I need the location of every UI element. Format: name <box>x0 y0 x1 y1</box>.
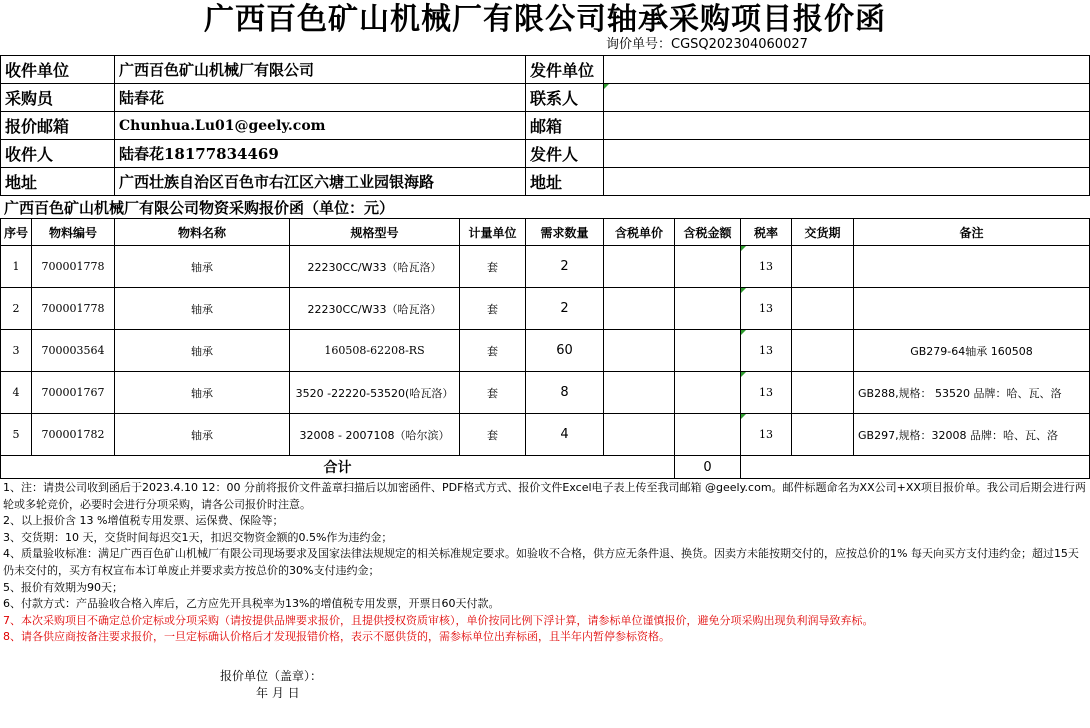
row-spec: 22230CC/W33（哈瓦洛） <box>307 260 442 274</box>
col-header-code: 物料编号 <box>48 225 97 240</box>
section-title: 广西百色矿山机械厂有限公司物资采购报价函（单位：元） <box>4 198 395 217</box>
row-price-input[interactable] <box>604 330 674 371</box>
col-header-note: 备注 <box>959 225 984 240</box>
mailbox-label: 邮箱 <box>530 117 563 136</box>
buyer-label: 采购员 <box>5 89 54 108</box>
col-header-no: 序号 <box>3 225 28 240</box>
row-tax: 13 <box>759 260 773 273</box>
row-delivery-input[interactable] <box>792 414 853 455</box>
row-amount[interactable] <box>675 288 740 329</box>
row-spec: 160508-62208-RS <box>324 344 425 357</box>
row-delivery-input[interactable] <box>792 288 853 329</box>
col-header-spec: 规格型号 <box>350 225 399 240</box>
row-tax: 13 <box>759 302 773 315</box>
row-tax: 13 <box>759 386 773 399</box>
recipient-value: 陆春花18177834469 <box>119 145 279 163</box>
contact-label: 联系人 <box>530 89 579 108</box>
mailbox-input[interactable] <box>604 112 1089 139</box>
row-note: GB288,规格： 53520 品牌：哈、瓦、洛 <box>858 386 1062 400</box>
row-code: 700001782 <box>41 428 105 441</box>
col-header-delivery: 交货期 <box>804 225 841 240</box>
col-header-name: 物料名称 <box>177 225 226 240</box>
terms-notes <box>3 480 1087 646</box>
row-name: 轴承 <box>191 428 213 442</box>
row-code: 700001767 <box>41 386 105 399</box>
row-spec: 32008 - 2007108（哈尔滨） <box>299 428 450 442</box>
row-delivery-input[interactable] <box>792 330 853 371</box>
row-unit: 套 <box>487 386 498 400</box>
note-item: 4、质量验收标准：满足广西百色矿山机械厂有限公司现场要求及国家法律法规规定的相关标准规定要求。如验收不合格，供方应无条件退、换货。因卖方未能按期交付的，应按总价的1% 每天向买方支付违约金；超过15天仍未交付的，买方有权宣布本订单废止并要求卖方按总价的30%支付违约金； <box>3 547 1079 577</box>
row-qty: 8 <box>560 385 569 400</box>
row-price-input[interactable] <box>604 288 674 329</box>
row-code: 700003564 <box>41 344 105 357</box>
sender-unit-input[interactable] <box>604 56 1089 83</box>
col-header-qty: 需求数量 <box>540 225 589 240</box>
note-item: 6、付款方式：产品验收合格入库后，乙方应先开具税率为13%的增值税专用发票，开票日60天付款。 <box>3 597 500 611</box>
row-delivery-input[interactable] <box>792 372 853 413</box>
receiver-unit-value: 广西百色矿山机械厂有限公司 <box>119 61 315 79</box>
note-item: 1、注：请贵公司收到函后于2023.4.10 12：00 分前将报价文件盖章扫描后以加密函件、PDF格式方式、报价文件Excel电子表上传至我司邮箱 @geely.com。邮件标题命名为XX公司+XX项目报价单。我公司后期会进行两轮或多轮竞价，必要时会进行分项采购，请各公司报价时注意。 <box>3 481 1086 511</box>
col-header-amount: 含税金额 <box>683 225 732 240</box>
row-no: 1 <box>12 260 20 273</box>
row-name: 轴承 <box>191 302 213 316</box>
row-unit: 套 <box>487 344 498 358</box>
row-name: 轴承 <box>191 260 213 274</box>
row-tax: 13 <box>759 344 773 357</box>
row-tax: 13 <box>759 428 773 441</box>
sender-input[interactable] <box>604 140 1089 167</box>
col-header-tax: 税率 <box>753 225 778 240</box>
row-amount[interactable] <box>675 330 740 371</box>
row-no: 2 <box>12 302 20 315</box>
row-price-input[interactable] <box>604 246 674 287</box>
address-label: 地址 <box>5 173 38 192</box>
row-price-input[interactable] <box>604 414 674 455</box>
address-value: 广西壮族自治区百色市右江区六塘工业园银海路 <box>119 173 435 191</box>
row-unit: 套 <box>487 428 498 442</box>
row-qty: 4 <box>560 427 569 442</box>
signature-unit-label: 报价单位（盖章）： <box>220 669 323 683</box>
row-unit: 套 <box>487 302 498 316</box>
note-item: 2、以上报价含 13 %增值税专用发票、运保费、保险等； <box>3 514 284 528</box>
contact-input[interactable] <box>604 84 1089 111</box>
sender-address-label: 地址 <box>530 173 563 192</box>
row-spec: 22230CC/W33（哈瓦洛） <box>307 302 442 316</box>
row-spec: 3520 -22220-53520(哈瓦洛） <box>295 386 454 400</box>
signature-date-label: 年 月 日 <box>256 686 300 700</box>
row-name: 轴承 <box>191 386 213 400</box>
receiver-unit-label: 收件单位 <box>5 61 70 80</box>
row-amount[interactable] <box>675 414 740 455</box>
total-value: 0 <box>703 459 712 475</box>
row-no: 3 <box>12 344 20 357</box>
row-no: 5 <box>12 428 20 441</box>
row-price-input[interactable] <box>604 372 674 413</box>
note-item-warning: 7、本次采购项目不确定总价定标或分项采购（请按提供品牌要求报价，且提供授权资质审核），单价按同比例下浮计算，请参标单位谨慎报价，避免分项采购出现负利润导致弃标。 <box>3 613 874 627</box>
sender-label: 发件人 <box>530 145 579 164</box>
row-unit: 套 <box>487 260 498 274</box>
page-title: 广西百色矿山机械厂有限公司轴承采购项目报价函 <box>204 2 886 37</box>
total-label: 合计 <box>323 460 352 476</box>
row-amount[interactable] <box>675 246 740 287</box>
row-qty: 60 <box>556 343 573 358</box>
inquiry-number: 询价单号：CGSQ202304060027 <box>606 37 808 52</box>
row-note: GB297,规格：32008 品牌：哈、瓦、洛 <box>858 428 1059 442</box>
row-delivery-input[interactable] <box>792 246 853 287</box>
col-header-unit: 计量单位 <box>468 225 517 240</box>
row-code: 700001778 <box>41 302 105 315</box>
row-note <box>854 246 1089 287</box>
note-item-warning: 8、请各供应商按备注要求报价，一旦定标确认价格后才发现报错价格，表示不愿供货的，需参标单位出弃标函，且半年内暂停参标资格。 <box>3 630 670 644</box>
recipient-label: 收件人 <box>5 145 54 164</box>
row-qty: 2 <box>560 301 569 316</box>
row-amount[interactable] <box>675 372 740 413</box>
row-code: 700001778 <box>41 260 105 273</box>
email-label: 报价邮箱 <box>5 117 70 136</box>
note-item: 3、交货期：10 天，交货时间每迟交1天，扣迟交物资金额的0.5%作为违约金； <box>3 530 393 544</box>
sender-unit-label: 发件单位 <box>530 61 595 80</box>
sender-address-input[interactable] <box>604 168 1089 195</box>
email-value: Chunhua.Lu01@geely.com <box>119 117 326 134</box>
row-name: 轴承 <box>191 344 213 358</box>
buyer-value: 陆春花 <box>119 89 165 107</box>
note-item: 5、报价有效期为90天； <box>3 580 123 594</box>
row-no: 4 <box>12 386 20 399</box>
row-qty: 2 <box>560 259 569 274</box>
col-header-price: 含税单价 <box>614 225 663 240</box>
row-note <box>854 288 1089 329</box>
row-note: GB279-64轴承 160508 <box>910 344 1033 358</box>
